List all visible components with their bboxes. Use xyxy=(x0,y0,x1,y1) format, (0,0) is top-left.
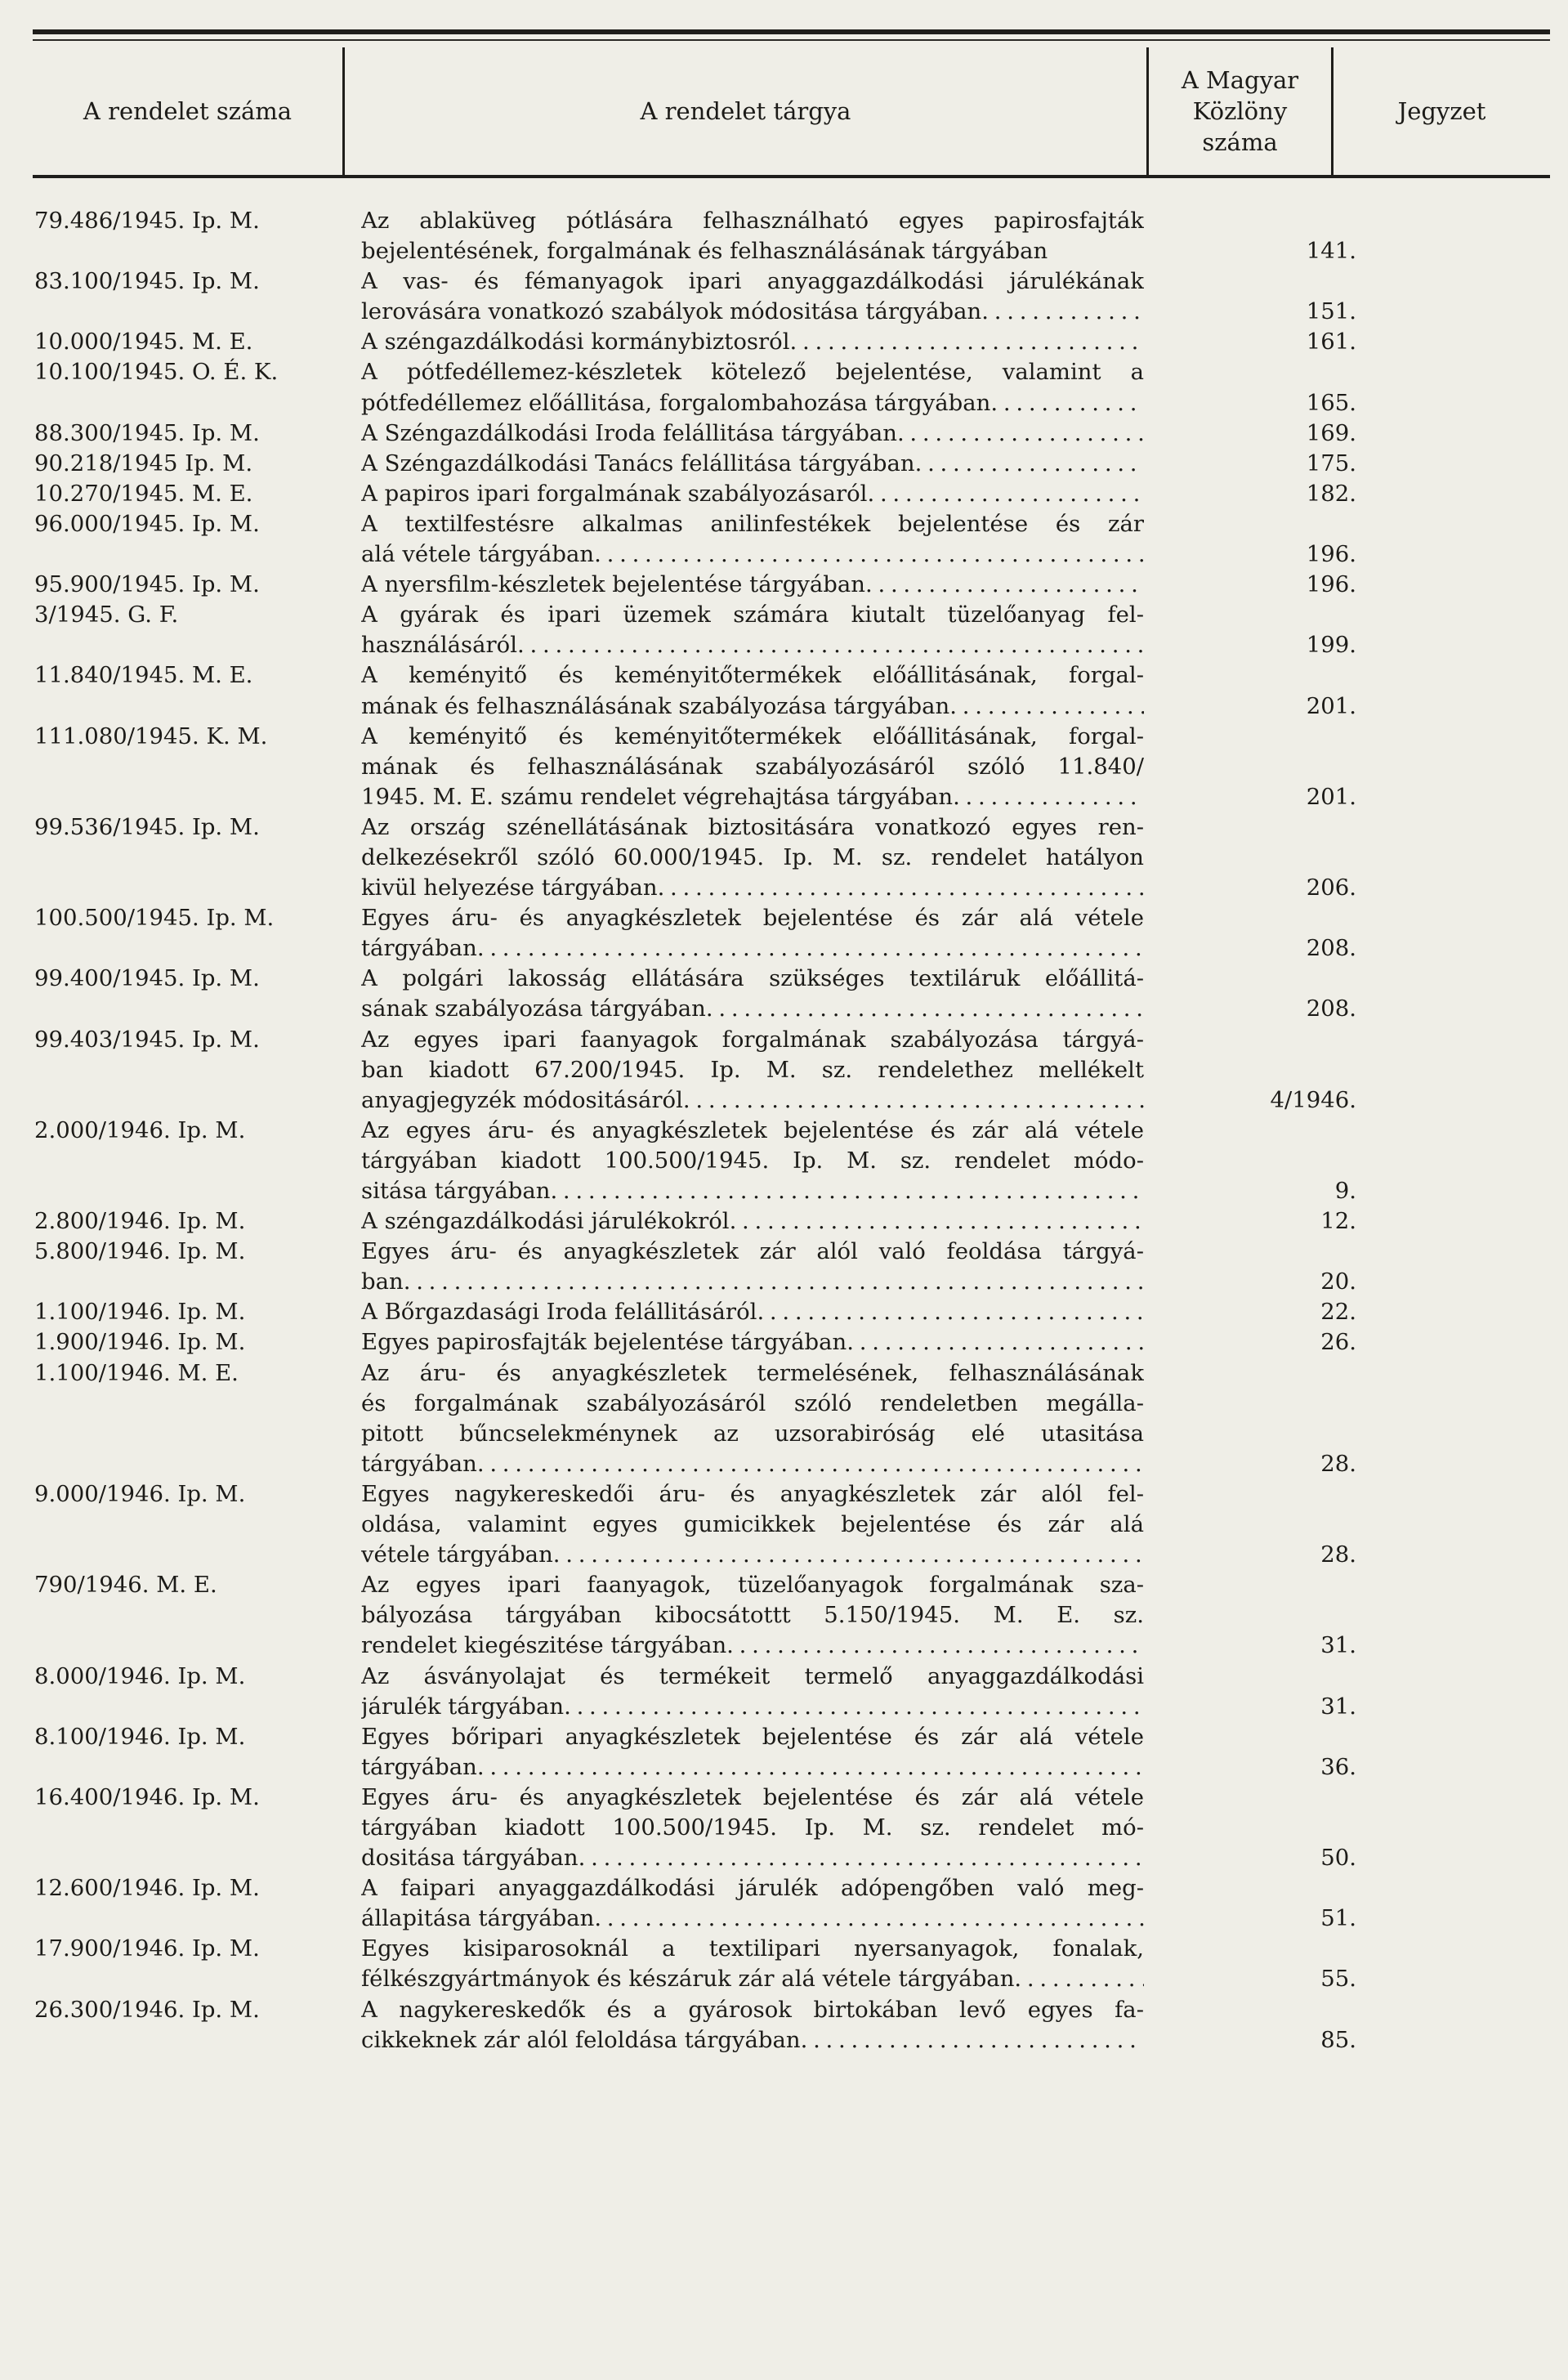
decree-number: 79.486/1945. Ip. M. xyxy=(34,208,260,234)
subject-line: A vas- és fémanyagok ipari anyaggazdálkodási járulékának xyxy=(361,268,1144,295)
table-row xyxy=(0,1358,1568,1479)
table-row xyxy=(0,479,1568,509)
gazette-issue: 26. xyxy=(1320,1329,1356,1356)
subject-line xyxy=(361,297,1144,327)
table-row xyxy=(0,1237,1568,1297)
subject-line: pitott bűncselekménynek az uzsorabiróság elé utasitása xyxy=(361,1420,1144,1447)
gazette-issue: 31. xyxy=(1320,1693,1356,1720)
subject-text: mának és felhasználásának szabályozása tárgyában xyxy=(361,692,950,719)
leader-dots xyxy=(404,1267,1144,1297)
subject-line xyxy=(361,873,1144,903)
subject-line: tárgyában kiadott 100.500/1945. Ip. M. sz. rendelet módo- xyxy=(361,1147,1144,1174)
decree-number: 11.840/1945. M. E. xyxy=(34,662,253,689)
leader-dots xyxy=(865,570,1144,600)
decree-subject xyxy=(361,418,1144,449)
subject-line: A pótfedéllemez-készletek kötelező bejelentése, valamint a xyxy=(361,359,1144,386)
subject-line: Egyes áru- és anyagkészletek bejelentése és zár alá vétele xyxy=(361,1783,1144,1810)
subject-text: sitása tárgyában xyxy=(361,1178,551,1204)
table-row xyxy=(0,903,1568,964)
decree-subject xyxy=(361,479,1144,509)
subject-line: Egyes kisiparosoknál a textilipari nyersanyagok, fonalak, xyxy=(361,1935,1144,1962)
decree-number: 3/1945. G. F. xyxy=(34,602,179,629)
header-issue-line: A Magyar xyxy=(1181,66,1299,94)
table-row xyxy=(0,206,1568,266)
subject-line: Egyes bőripari anyagkészletek bejelentése és zár alá vétele xyxy=(361,1723,1144,1750)
top-rule-thin xyxy=(33,39,1550,41)
subject-text: cikkeknek zár alól feloldása tárgyában xyxy=(361,2026,801,2053)
decree-subject xyxy=(361,1570,1144,1661)
subject-line xyxy=(361,630,1144,660)
leader-dots xyxy=(706,994,1144,1024)
subject-text: vétele tárgyában xyxy=(361,1541,553,1568)
header-note-label: Jegyzet xyxy=(1397,97,1486,125)
gazette-issue: 175. xyxy=(1306,450,1356,476)
subject-text: tárgyában xyxy=(361,935,477,962)
subject-line: bályozása tárgyában kibocsátottt 5.150/1945. M. E. sz. xyxy=(361,1602,1144,1629)
gazette-issue: 169. xyxy=(1306,419,1356,446)
subject-line: oldása, valamint egyes gumicikkek bejelentése és zár alá xyxy=(361,1511,1144,1538)
subject-line xyxy=(361,479,1144,509)
leader-dots xyxy=(726,1631,1144,1661)
table-row xyxy=(0,570,1568,600)
decree-number: 99.403/1945. Ip. M. xyxy=(34,1026,260,1053)
decree-number: 100.500/1945. Ip. M. xyxy=(34,905,275,932)
subject-line xyxy=(361,1176,1144,1206)
subject-text: A papiros ipari forgalmának szabályozásaról xyxy=(361,480,868,507)
leader-dots xyxy=(550,1176,1144,1206)
subject-line: Az ország szénellátásának biztositására vonatkozó egyes ren- xyxy=(361,813,1144,840)
subject-text: ban xyxy=(361,1268,404,1295)
subject-text: A Széngazdálkodási Iroda felállitása tárgyában xyxy=(361,419,897,446)
table-row xyxy=(0,1570,1568,1661)
subject-line: Az áru- és anyagkészletek termelésének, felhasználásának xyxy=(361,1359,1144,1386)
subject-line xyxy=(361,1540,1144,1570)
decree-number: 99.400/1945. Ip. M. xyxy=(34,965,260,992)
leader-dots xyxy=(757,1297,1144,1327)
subject-text: A széngazdálkodási járulékokról xyxy=(361,1208,730,1235)
gazette-issue: 36. xyxy=(1320,1753,1356,1780)
subject-line xyxy=(361,933,1144,964)
subject-line: Az ásványolajat és termékeit termelő anyaggazdálkodási xyxy=(361,1662,1144,1689)
subject-text: bejelentésének, forgalmának és felhasználásának tárgyában xyxy=(361,238,1048,265)
subject-line xyxy=(361,782,1144,812)
gazette-issue: 151. xyxy=(1306,298,1356,325)
subject-line: tárgyában kiadott 100.500/1945. Ip. M. sz. rendelet mó- xyxy=(361,1814,1144,1841)
table-row xyxy=(0,1025,1568,1116)
table-row xyxy=(0,812,1568,903)
decree-subject xyxy=(361,1934,1144,1994)
subject-line: Az egyes áru- és anyagkészletek bejelentése és zár alá vétele xyxy=(361,1116,1144,1143)
subject-text: kivül helyezése tárgyában xyxy=(361,875,658,901)
decree-number: 90.218/1945 Ip. M. xyxy=(34,450,253,476)
subject-text: 1945. M. E. számu rendelet végrehajtása tárgyában xyxy=(361,783,954,810)
decree-number: 1.900/1946. Ip. M. xyxy=(34,1329,246,1356)
leader-dots xyxy=(477,1449,1144,1479)
subject-text: A nyersfilm-készletek bejelentése tárgyában xyxy=(361,571,865,598)
subject-line xyxy=(361,539,1144,570)
table-row xyxy=(0,1479,1568,1570)
gazette-issue: 20. xyxy=(1320,1268,1356,1295)
decree-subject xyxy=(361,903,1144,964)
subject-line xyxy=(361,1904,1144,1934)
subject-line: és forgalmának szabályozásáról szóló rendeletben megálla- xyxy=(361,1389,1144,1416)
subject-line: A keményitő és keményitőtermékek előállitásának, forgal- xyxy=(361,722,1144,749)
decree-subject xyxy=(361,357,1144,418)
subject-line: Az ablaküveg pótlására felhasználható egyes papirosfajták xyxy=(361,208,1144,234)
gazette-issue: 199. xyxy=(1306,632,1356,659)
subject-line xyxy=(361,1692,1144,1722)
subject-line xyxy=(361,1449,1144,1479)
leader-dots xyxy=(867,479,1144,509)
subject-text: Egyes papirosfajták bejelentése tárgyában xyxy=(361,1329,847,1356)
subject-line: A gyárak és ipari üzemek számára kiutalt tüzelőanyag fel- xyxy=(361,602,1144,629)
header-subject-label: A rendelet tárgya xyxy=(640,97,851,125)
decree-number: 88.300/1945. Ip. M. xyxy=(34,419,260,446)
leader-dots xyxy=(683,1085,1144,1116)
subject-line: A faipari anyaggazdálkodási járulék adópengőben való meg- xyxy=(361,1875,1144,1902)
subject-line xyxy=(361,1085,1144,1116)
leader-dots xyxy=(897,418,1144,449)
decree-subject xyxy=(361,266,1144,327)
leader-dots xyxy=(594,539,1144,570)
table-row xyxy=(0,1662,1568,1722)
gazette-issue: 28. xyxy=(1320,1450,1356,1477)
gazette-issue: 22. xyxy=(1320,1299,1356,1326)
decree-subject xyxy=(361,964,1144,1024)
decree-subject xyxy=(361,1479,1144,1570)
subject-text: sának szabályozása tárgyában xyxy=(361,995,706,1022)
decree-number: 2.800/1946. Ip. M. xyxy=(34,1208,246,1235)
subject-text: félkészgyártmányok és készáruk zár alá vétele tárgyában xyxy=(361,1966,1015,1993)
subject-line xyxy=(361,1206,1144,1237)
subject-line: A nagykereskedők és a gyárosok birtokában levő egyes fa- xyxy=(361,1996,1144,2023)
header-subject xyxy=(345,47,1146,175)
decree-number: 26.300/1946. Ip. M. xyxy=(34,1996,260,2023)
leader-dots xyxy=(594,1904,1144,1934)
decree-subject xyxy=(361,1873,1144,1934)
leader-dots xyxy=(949,691,1144,722)
gazette-issue: 12. xyxy=(1320,1208,1356,1235)
table-row xyxy=(0,418,1568,449)
subject-text: tárgyában xyxy=(361,1450,477,1477)
subject-text: A Bőrgazdasági Iroda felállitásáról xyxy=(361,1299,757,1326)
table-row xyxy=(0,1206,1568,1237)
subject-text: járulék tárgyában xyxy=(361,1693,565,1720)
table-row xyxy=(0,660,1568,721)
decree-subject xyxy=(361,206,1144,266)
leader-dots xyxy=(477,1752,1144,1783)
subject-line xyxy=(361,570,1144,600)
top-rule xyxy=(33,29,1550,34)
decree-number: 95.900/1945. Ip. M. xyxy=(34,571,260,598)
decree-number: 5.800/1946. Ip. M. xyxy=(34,1238,246,1265)
table-row xyxy=(0,1995,1568,2056)
header-issue-line: száma xyxy=(1202,128,1278,156)
gazette-issue: 161. xyxy=(1306,329,1356,356)
gazette-issue: 9. xyxy=(1334,1178,1356,1204)
leader-dots xyxy=(477,933,1144,964)
leader-dots xyxy=(1048,236,1144,266)
leader-dots xyxy=(847,1327,1144,1358)
table-row xyxy=(0,357,1568,418)
decree-number: 1.100/1946. Ip. M. xyxy=(34,1299,246,1326)
decree-number: 10.000/1945. M. E. xyxy=(34,329,253,356)
decree-subject xyxy=(361,449,1144,479)
decree-number: 16.400/1946. Ip. M. xyxy=(34,1783,260,1810)
header-issue-line: Közlöny xyxy=(1192,97,1288,125)
header-number-label: A rendelet száma xyxy=(83,97,293,125)
decree-subject xyxy=(361,327,1144,357)
gazette-issue: 31. xyxy=(1320,1632,1356,1659)
decree-subject xyxy=(361,722,1144,812)
gazette-issue: 85. xyxy=(1320,2026,1356,2053)
gazette-issue: 55. xyxy=(1320,1966,1356,1993)
subject-text: alá vétele tárgyában xyxy=(361,541,595,568)
decree-subject xyxy=(361,1206,1144,1237)
header-note xyxy=(1333,47,1550,175)
decree-subject xyxy=(361,1025,1144,1116)
decree-subject xyxy=(361,1327,1144,1358)
decree-subject xyxy=(361,1783,1144,1873)
leader-dots xyxy=(801,2025,1144,2056)
decree-subject xyxy=(361,812,1144,903)
table-row xyxy=(0,1783,1568,1873)
gazette-issue: 4/1946. xyxy=(1270,1086,1356,1113)
leader-dots xyxy=(564,1692,1144,1722)
decree-table xyxy=(0,206,1568,2056)
table-row xyxy=(0,509,1568,570)
gazette-issue: 208. xyxy=(1306,995,1356,1022)
gazette-issue: 206. xyxy=(1306,875,1356,901)
subject-line: mának és felhasználásának szabályozásáról szóló 11.840/ xyxy=(361,753,1144,780)
decree-subject xyxy=(361,600,1144,660)
leader-dots xyxy=(553,1540,1144,1570)
gazette-issue: 208. xyxy=(1306,935,1356,962)
table-row xyxy=(0,1934,1568,1994)
subject-text: A széngazdálkodási kormánybiztosról xyxy=(361,329,790,356)
header-number xyxy=(33,47,342,175)
leader-dots xyxy=(730,1206,1144,1237)
leader-dots xyxy=(517,630,1144,660)
decree-number: 9.000/1946. Ip. M. xyxy=(34,1480,246,1507)
subject-text: tárgyában xyxy=(361,1753,477,1780)
decree-subject xyxy=(361,570,1144,600)
subject-text: anyagjegyzék módositásáról xyxy=(361,1086,683,1113)
leader-dots xyxy=(658,873,1144,903)
leader-dots xyxy=(990,388,1144,418)
leader-dots xyxy=(1014,1964,1144,1994)
subject-line: delkezésekről szóló 60.000/1945. Ip. M. sz. rendelet hatályon xyxy=(361,843,1144,870)
subject-line xyxy=(361,1297,1144,1327)
header-issue xyxy=(1149,47,1331,175)
subject-line xyxy=(361,1964,1144,1994)
subject-line: Az egyes ipari faanyagok forgalmának szabályozása tárgyá- xyxy=(361,1026,1144,1053)
table-row xyxy=(0,722,1568,812)
decree-number: 8.000/1946. Ip. M. xyxy=(34,1662,246,1689)
subject-line: A polgári lakosság ellátására szükséges textiláruk előállitá- xyxy=(361,965,1144,992)
table-row xyxy=(0,964,1568,1024)
subject-text: pótfedéllemez előállitása, forgalombahozása tárgyában xyxy=(361,389,991,416)
subject-line: Egyes nagykereskedői áru- és anyagkészletek zár alól fel- xyxy=(361,1480,1144,1507)
decree-number: 83.100/1945. Ip. M. xyxy=(34,268,260,295)
leader-dots xyxy=(953,782,1144,812)
subject-line xyxy=(361,2025,1144,2056)
subject-line xyxy=(361,418,1144,449)
decree-subject xyxy=(361,509,1144,570)
gazette-issue: 28. xyxy=(1320,1541,1356,1568)
table-row xyxy=(0,266,1568,327)
decree-number: 10.100/1945. O. É. K. xyxy=(34,359,279,386)
decree-subject xyxy=(361,1116,1144,1206)
decree-number: 12.600/1946. Ip. M. xyxy=(34,1875,260,1902)
gazette-issue: 51. xyxy=(1320,1905,1356,1932)
gazette-issue: 196. xyxy=(1306,541,1356,568)
table-row xyxy=(0,1116,1568,1206)
decree-number: 96.000/1945. Ip. M. xyxy=(34,510,260,537)
subject-line xyxy=(361,1752,1144,1783)
decree-number: 790/1946. M. E. xyxy=(34,1572,217,1599)
gazette-issue: 196. xyxy=(1306,571,1356,598)
subject-line: Az egyes ipari faanyagok, tüzelőanyagok forgalmának sza- xyxy=(361,1572,1144,1599)
subject-line xyxy=(361,994,1144,1024)
decree-number: 1.100/1946. M. E. xyxy=(34,1359,239,1386)
leader-dots xyxy=(981,297,1144,327)
table-row xyxy=(0,1722,1568,1783)
table-row xyxy=(0,327,1568,357)
subject-line: A keményitő és keményitőtermékek előállitásának, forgal- xyxy=(361,662,1144,689)
leader-dots xyxy=(915,449,1144,479)
decree-subject xyxy=(361,1237,1144,1297)
subject-line xyxy=(361,1327,1144,1358)
subject-line xyxy=(361,327,1144,357)
decree-subject xyxy=(361,660,1144,721)
subject-line: Egyes áru- és anyagkészletek zár alól való feoldása tárgyá- xyxy=(361,1238,1144,1265)
decree-subject xyxy=(361,1297,1144,1327)
decree-subject xyxy=(361,1662,1144,1722)
subject-line xyxy=(361,388,1144,418)
decree-number: 99.536/1945. Ip. M. xyxy=(34,813,260,840)
subject-text: állapitása tárgyában xyxy=(361,1905,595,1932)
subject-text: dositása tárgyában xyxy=(361,1845,579,1872)
table-row xyxy=(0,1873,1568,1934)
leader-dots xyxy=(579,1843,1144,1873)
subject-line xyxy=(361,449,1144,479)
subject-text: használásáról xyxy=(361,632,518,659)
subject-text: A Széngazdálkodási Tanács felállitása tárgyában xyxy=(361,450,915,476)
gazette-issue: 165. xyxy=(1306,389,1356,416)
gazette-issue: 182. xyxy=(1306,480,1356,507)
subject-line: Egyes áru- és anyagkészletek bejelentése és zár alá vétele xyxy=(361,905,1144,932)
table-row xyxy=(0,600,1568,660)
decree-subject xyxy=(361,1722,1144,1783)
gazette-issue: 201. xyxy=(1306,783,1356,810)
gazette-issue: 201. xyxy=(1306,692,1356,719)
subject-line xyxy=(361,236,1144,266)
subject-text: rendelet kiegészitése tárgyában xyxy=(361,1632,727,1659)
decree-number: 2.000/1946. Ip. M. xyxy=(34,1116,246,1143)
subject-text: lerovására vonatkozó szabályok módositása tárgyában xyxy=(361,298,982,325)
table-row xyxy=(0,1327,1568,1358)
decree-number: 17.900/1946. Ip. M. xyxy=(34,1935,260,1962)
header-rule xyxy=(33,175,1550,178)
decree-number: 111.080/1945. K. M. xyxy=(34,722,268,749)
table-row xyxy=(0,449,1568,479)
leader-dots xyxy=(790,327,1144,357)
decree-subject xyxy=(361,1358,1144,1479)
gazette-issue: 50. xyxy=(1320,1845,1356,1872)
table-row xyxy=(0,1297,1568,1327)
decree-number: 10.270/1945. M. E. xyxy=(34,480,253,507)
subject-line xyxy=(361,691,1144,722)
subject-line xyxy=(361,1267,1144,1297)
decree-subject xyxy=(361,1995,1144,2056)
subject-line: ban kiadott 67.200/1945. Ip. M. sz. rendelethez mellékelt xyxy=(361,1056,1144,1083)
subject-line xyxy=(361,1843,1144,1873)
subject-line: A textilfestésre alkalmas anilinfestékek bejelentése és zár xyxy=(361,510,1144,537)
subject-line xyxy=(361,1631,1144,1661)
gazette-issue: 141. xyxy=(1306,238,1356,265)
decree-number: 8.100/1946. Ip. M. xyxy=(34,1723,246,1750)
